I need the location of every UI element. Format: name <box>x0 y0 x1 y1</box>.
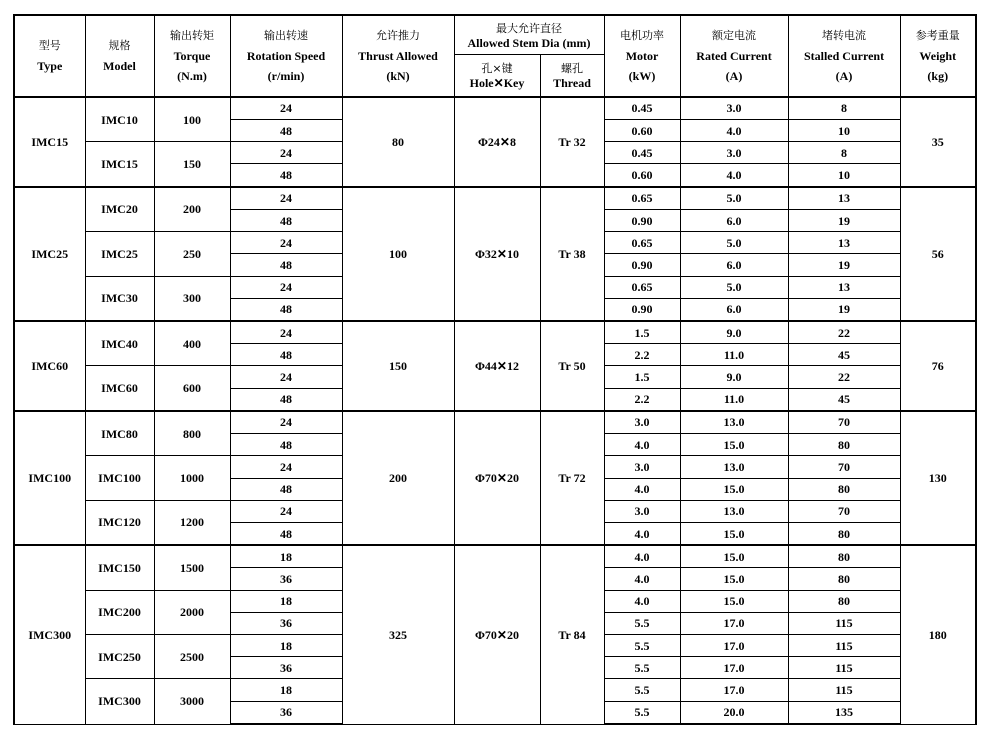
header-motor-en: Motor <box>625 49 659 64</box>
rated-current-cell: 11.0 <box>680 388 788 411</box>
rated-current-cell: 4.0 <box>680 120 788 142</box>
stalled-current-cell: 135 <box>788 701 900 724</box>
header-thrust-cn: 允许推力 <box>376 29 420 43</box>
rated-current-cell: 5.0 <box>680 276 788 298</box>
header-speed-unit: (r/min) <box>267 69 305 84</box>
motor-cell: 4.0 <box>604 478 680 500</box>
header-stalled-en: Stalled Current <box>803 49 885 64</box>
rated-current-cell: 20.0 <box>680 701 788 724</box>
motor-cell: 0.45 <box>604 142 680 164</box>
speed-cell: 18 <box>230 679 342 701</box>
stalled-current-cell: 45 <box>788 388 900 411</box>
torque-cell: 2500 <box>154 635 230 679</box>
type-cell: IMC25 <box>14 187 85 321</box>
speed-cell: 48 <box>230 522 342 545</box>
speed-cell: 24 <box>230 321 342 344</box>
hole-key-cell: Φ70✕20 <box>454 411 540 545</box>
header-type-en: Type <box>37 59 63 74</box>
specification-table <box>13 14 977 725</box>
stalled-current-cell: 19 <box>788 209 900 231</box>
stalled-current-cell: 8 <box>788 97 900 120</box>
weight-cell: 130 <box>900 411 976 545</box>
table-row <box>14 545 976 568</box>
header-weight-unit: (kg) <box>927 69 949 84</box>
thrust-cell: 150 <box>342 321 454 411</box>
header-rated-en: Rated Current <box>696 49 772 64</box>
model-cell: IMC250 <box>85 635 154 679</box>
motor-cell: 2.2 <box>604 388 680 411</box>
table-row <box>14 321 976 344</box>
motor-cell: 0.45 <box>604 97 680 120</box>
rated-current-cell: 4.0 <box>680 164 788 187</box>
rated-current-cell: 6.0 <box>680 254 788 276</box>
header-rated-current <box>680 15 788 97</box>
weight-cell: 180 <box>900 545 976 724</box>
header-stem <box>454 15 604 55</box>
header-stalled-unit: (A) <box>835 69 853 84</box>
rated-current-cell: 9.0 <box>680 366 788 388</box>
type-cell: IMC60 <box>14 321 85 411</box>
hole-key-cell: Φ44✕12 <box>454 321 540 411</box>
header-model <box>85 15 154 97</box>
motor-cell: 4.0 <box>604 522 680 545</box>
speed-cell: 48 <box>230 298 342 321</box>
rated-current-cell: 6.0 <box>680 298 788 321</box>
header-thrust-en: Thrust Allowed <box>358 49 438 64</box>
motor-cell: 4.0 <box>604 545 680 568</box>
speed-cell: 24 <box>230 97 342 120</box>
motor-cell: 4.0 <box>604 590 680 612</box>
motor-cell: 0.65 <box>604 187 680 210</box>
header-stem-cn: 最大允许直径 <box>496 21 562 35</box>
motor-cell: 3.0 <box>604 456 680 478</box>
thrust-cell: 325 <box>342 545 454 724</box>
weight-cell: 56 <box>900 187 976 321</box>
motor-cell: 0.90 <box>604 254 680 276</box>
speed-cell: 48 <box>230 254 342 276</box>
rated-current-cell: 11.0 <box>680 344 788 366</box>
stalled-current-cell: 22 <box>788 321 900 344</box>
motor-cell: 2.2 <box>604 344 680 366</box>
speed-cell: 48 <box>230 478 342 500</box>
header-stem-en: Allowed Stem Dia (mm) <box>467 35 591 50</box>
speed-cell: 36 <box>230 701 342 724</box>
motor-cell: 3.0 <box>604 411 680 434</box>
header-speed <box>230 15 342 97</box>
stalled-current-cell: 115 <box>788 612 900 634</box>
motor-cell: 4.0 <box>604 434 680 456</box>
header-motor <box>604 15 680 97</box>
thrust-cell: 100 <box>342 187 454 321</box>
header-speed-en: Rotation Speed <box>246 49 326 64</box>
torque-cell: 800 <box>154 411 230 456</box>
rated-current-cell: 15.0 <box>680 522 788 545</box>
stalled-current-cell: 115 <box>788 657 900 679</box>
rated-current-cell: 3.0 <box>680 142 788 164</box>
header-model-en: Model <box>103 59 136 74</box>
rated-current-cell: 15.0 <box>680 434 788 456</box>
speed-cell: 48 <box>230 388 342 411</box>
rated-current-cell: 5.0 <box>680 232 788 254</box>
thread-cell: Tr 32 <box>540 97 604 187</box>
motor-cell: 5.5 <box>604 657 680 679</box>
stalled-current-cell: 45 <box>788 344 900 366</box>
motor-cell: 5.5 <box>604 701 680 724</box>
stalled-current-cell: 115 <box>788 635 900 657</box>
speed-cell: 48 <box>230 434 342 456</box>
stalled-current-cell: 10 <box>788 120 900 142</box>
motor-cell: 0.65 <box>604 232 680 254</box>
rated-current-cell: 5.0 <box>680 187 788 210</box>
model-cell: IMC200 <box>85 590 154 634</box>
stalled-current-cell: 19 <box>788 298 900 321</box>
header-thread-en: Thread <box>553 76 591 91</box>
thrust-cell: 200 <box>342 411 454 545</box>
stalled-current-cell: 70 <box>788 456 900 478</box>
weight-cell: 35 <box>900 97 976 187</box>
speed-cell: 48 <box>230 344 342 366</box>
header-motor-unit: (kW) <box>628 69 656 84</box>
stalled-current-cell: 70 <box>788 411 900 434</box>
header-type-cn: 型号 <box>38 39 61 53</box>
thread-cell: Tr 84 <box>540 545 604 724</box>
speed-cell: 18 <box>230 545 342 568</box>
speed-cell: 24 <box>230 232 342 254</box>
thread-cell: Tr 38 <box>540 187 604 321</box>
motor-cell: 0.90 <box>604 209 680 231</box>
header-torque-cn: 输出转矩 <box>170 29 214 43</box>
torque-cell: 1200 <box>154 500 230 545</box>
type-cell: IMC300 <box>14 545 85 724</box>
header-rated-unit: (A) <box>725 69 743 84</box>
torque-cell: 250 <box>154 232 230 276</box>
header-weight-cn: 参考重量 <box>915 29 960 43</box>
header-thread-cn: 螺孔 <box>561 62 583 76</box>
header-weight-en: Weight <box>919 49 957 64</box>
rated-current-cell: 17.0 <box>680 657 788 679</box>
model-cell: IMC100 <box>85 456 154 500</box>
rated-current-cell: 15.0 <box>680 590 788 612</box>
header-torque-en: Torque <box>173 49 211 64</box>
header-hole-en: Hole✕Key <box>469 76 525 91</box>
header-rated-cn: 额定电流 <box>712 29 757 43</box>
motor-cell: 5.5 <box>604 612 680 634</box>
header-stalled-cn: 堵转电流 <box>822 29 867 43</box>
motor-cell: 3.0 <box>604 500 680 522</box>
model-cell: IMC150 <box>85 545 154 590</box>
model-cell: IMC25 <box>85 232 154 276</box>
torque-cell: 100 <box>154 97 230 142</box>
motor-cell: 1.5 <box>604 366 680 388</box>
stalled-current-cell: 80 <box>788 545 900 568</box>
rated-current-cell: 3.0 <box>680 97 788 120</box>
weight-cell: 76 <box>900 321 976 411</box>
speed-cell: 48 <box>230 120 342 142</box>
speed-cell: 48 <box>230 164 342 187</box>
stalled-current-cell: 13 <box>788 232 900 254</box>
speed-cell: 36 <box>230 657 342 679</box>
speed-cell: 24 <box>230 456 342 478</box>
stalled-current-cell: 80 <box>788 590 900 612</box>
motor-cell: 5.5 <box>604 635 680 657</box>
type-cell: IMC100 <box>14 411 85 545</box>
hole-key-cell: Φ24✕8 <box>454 97 540 187</box>
header-model-cn: 规格 <box>108 39 131 53</box>
speed-cell: 36 <box>230 612 342 634</box>
rated-current-cell: 6.0 <box>680 209 788 231</box>
header-speed-cn: 输出转速 <box>264 29 308 43</box>
type-cell: IMC15 <box>14 97 85 187</box>
stalled-current-cell: 13 <box>788 276 900 298</box>
table-row <box>14 97 976 120</box>
stalled-current-cell: 10 <box>788 164 900 187</box>
speed-cell: 48 <box>230 209 342 231</box>
model-cell: IMC80 <box>85 411 154 456</box>
model-cell: IMC40 <box>85 321 154 366</box>
speed-cell: 24 <box>230 500 342 522</box>
model-cell: IMC120 <box>85 500 154 545</box>
motor-cell: 0.90 <box>604 298 680 321</box>
speed-cell: 18 <box>230 590 342 612</box>
motor-cell: 0.60 <box>604 164 680 187</box>
rated-current-cell: 13.0 <box>680 411 788 434</box>
header-thread <box>540 55 604 97</box>
header-torque <box>154 15 230 97</box>
model-cell: IMC300 <box>85 679 154 724</box>
rated-current-cell: 9.0 <box>680 321 788 344</box>
header-row <box>14 15 976 55</box>
stalled-current-cell: 80 <box>788 434 900 456</box>
stalled-current-cell: 115 <box>788 679 900 701</box>
stalled-current-cell: 19 <box>788 254 900 276</box>
rated-current-cell: 15.0 <box>680 478 788 500</box>
speed-cell: 24 <box>230 411 342 434</box>
rated-current-cell: 13.0 <box>680 456 788 478</box>
speed-cell: 36 <box>230 568 342 590</box>
header-thrust-unit: (kN) <box>386 69 410 84</box>
header-type <box>14 15 85 97</box>
thread-cell: Tr 50 <box>540 321 604 411</box>
stalled-current-cell: 80 <box>788 478 900 500</box>
torque-cell: 1500 <box>154 545 230 590</box>
header-hole-cn: 孔×键 <box>481 62 513 76</box>
hole-key-cell: Φ32✕10 <box>454 187 540 321</box>
table-row <box>14 187 976 210</box>
stalled-current-cell: 80 <box>788 568 900 590</box>
header-motor-cn: 电机功率 <box>620 29 665 43</box>
motor-cell: 0.60 <box>604 120 680 142</box>
header-stalled-current <box>788 15 900 97</box>
torque-cell: 3000 <box>154 679 230 724</box>
model-cell: IMC20 <box>85 187 154 232</box>
stalled-current-cell: 22 <box>788 366 900 388</box>
motor-cell: 1.5 <box>604 321 680 344</box>
torque-cell: 1000 <box>154 456 230 500</box>
torque-cell: 200 <box>154 187 230 232</box>
stalled-current-cell: 70 <box>788 500 900 522</box>
rated-current-cell: 15.0 <box>680 568 788 590</box>
rated-current-cell: 17.0 <box>680 679 788 701</box>
motor-cell: 4.0 <box>604 568 680 590</box>
speed-cell: 24 <box>230 187 342 210</box>
thread-cell: Tr 72 <box>540 411 604 545</box>
speed-cell: 24 <box>230 276 342 298</box>
stalled-current-cell: 8 <box>788 142 900 164</box>
torque-cell: 2000 <box>154 590 230 634</box>
motor-cell: 0.65 <box>604 276 680 298</box>
rated-current-cell: 13.0 <box>680 500 788 522</box>
header-hole-key <box>454 55 540 97</box>
header-weight <box>900 15 976 97</box>
torque-cell: 400 <box>154 321 230 366</box>
torque-cell: 600 <box>154 366 230 411</box>
stalled-current-cell: 13 <box>788 187 900 210</box>
rated-current-cell: 15.0 <box>680 545 788 568</box>
speed-cell: 24 <box>230 142 342 164</box>
thrust-cell: 80 <box>342 97 454 187</box>
rated-current-cell: 17.0 <box>680 612 788 634</box>
model-cell: IMC15 <box>85 142 154 187</box>
torque-cell: 150 <box>154 142 230 187</box>
header-thrust <box>342 15 454 97</box>
torque-cell: 300 <box>154 276 230 321</box>
model-cell: IMC30 <box>85 276 154 321</box>
table-row <box>14 411 976 434</box>
speed-cell: 24 <box>230 366 342 388</box>
hole-key-cell: Φ70✕20 <box>454 545 540 724</box>
model-cell: IMC10 <box>85 97 154 142</box>
model-cell: IMC60 <box>85 366 154 411</box>
speed-cell: 18 <box>230 635 342 657</box>
stalled-current-cell: 80 <box>788 522 900 545</box>
rated-current-cell: 17.0 <box>680 635 788 657</box>
header-torque-unit: (N.m) <box>177 69 207 84</box>
motor-cell: 5.5 <box>604 679 680 701</box>
